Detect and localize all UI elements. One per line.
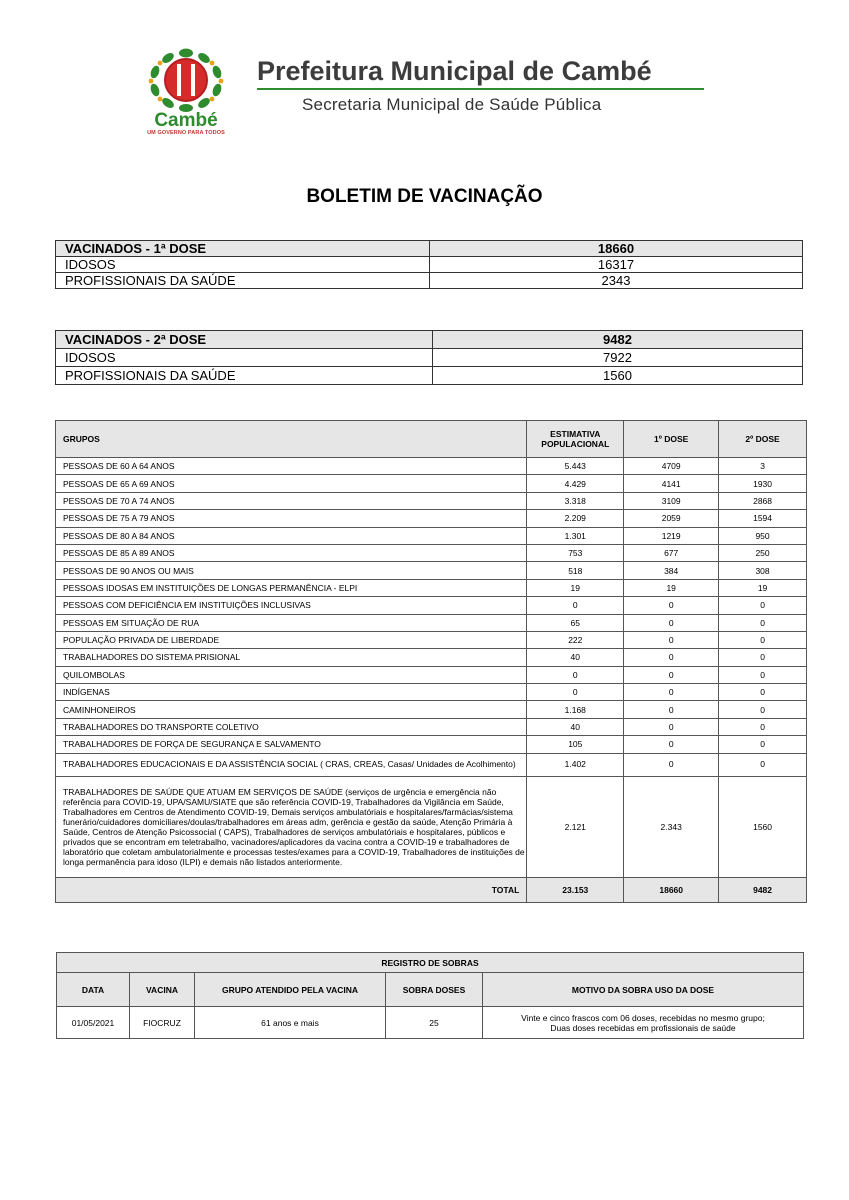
group-dose1: 677 xyxy=(624,544,719,561)
group-dose2: 0 xyxy=(719,736,807,753)
table-row xyxy=(56,614,807,631)
table-row xyxy=(56,241,803,257)
table-row xyxy=(56,631,807,648)
group-dose1: 0 xyxy=(624,597,719,614)
table-row xyxy=(56,597,807,614)
group-dose1: 0 xyxy=(624,666,719,683)
table-row xyxy=(56,527,807,544)
group-estimate: 105 xyxy=(527,736,624,753)
group-estimate: 19 xyxy=(527,579,624,596)
group-estimate: 0 xyxy=(527,684,624,701)
group-estimate: 0 xyxy=(527,666,624,683)
group-name: PESSOAS DE 85 A 89 ANOS xyxy=(56,544,527,561)
table-row xyxy=(56,649,807,666)
group-estimate: 5.443 xyxy=(527,458,624,475)
total-label: TOTAL xyxy=(56,877,527,902)
row-value: 7922 xyxy=(433,349,803,367)
table-row xyxy=(56,562,807,579)
table-row xyxy=(56,753,807,776)
page-title: BOLETIM DE VACINAÇÃO xyxy=(306,186,543,207)
leftovers-table xyxy=(56,952,804,1039)
leftover-reason xyxy=(483,1007,804,1039)
leftover-group: 61 anos e mais xyxy=(195,1007,386,1039)
group-name: PESSOAS DE 60 A 64 ANOS xyxy=(56,458,527,475)
group-name: CAMINHONEIROS xyxy=(56,701,527,718)
group-dose1: 0 xyxy=(624,718,719,735)
group-dose1: 0 xyxy=(624,649,719,666)
row-value: 16317 xyxy=(430,257,803,273)
group-estimate: 4.429 xyxy=(527,475,624,492)
group-dose1: 0 xyxy=(624,753,719,776)
group-dose2: 2868 xyxy=(719,492,807,509)
org-title: Prefeitura Municipal de Cambé xyxy=(257,56,652,86)
group-dose1: 3109 xyxy=(624,492,719,509)
row-label: PROFISSIONAIS DA SAÚDE xyxy=(56,367,433,385)
group-estimate: 40 xyxy=(527,649,624,666)
group-dose2: 0 xyxy=(719,649,807,666)
logo-wordmark: Cambé xyxy=(154,110,218,131)
header-group: GRUPO ATENDIDO PELA VACINA xyxy=(195,973,386,1007)
table-row xyxy=(56,257,803,273)
group-estimate: 222 xyxy=(527,631,624,648)
table-row xyxy=(56,701,807,718)
first-dose-summary-table xyxy=(55,240,803,289)
group-name: TRABALHADORES EDUCACIONAIS E DA ASSISTÊNCIA SOCIAL ( CRAS, CREAS, Casas/ Unidades de Acolhimento) xyxy=(56,753,527,776)
org-subtitle: Secretaria Municipal de Saúde Pública xyxy=(302,95,602,114)
group-dose2: 1594 xyxy=(719,510,807,527)
group-estimate: 2.121 xyxy=(527,776,624,877)
second-dose-summary-table xyxy=(55,330,803,385)
group-estimate: 753 xyxy=(527,544,624,561)
header-groups: GRUPOS xyxy=(56,421,527,458)
group-name: PESSOAS EM SITUAÇÃO DE RUA xyxy=(56,614,527,631)
table-row xyxy=(56,367,803,385)
group-dose2: 0 xyxy=(719,718,807,735)
leftover-vaccine: FIOCRUZ xyxy=(130,1007,195,1039)
group-dose2: 0 xyxy=(719,614,807,631)
group-estimate: 2.209 xyxy=(527,510,624,527)
table-row xyxy=(56,666,807,683)
group-name: PESSOAS COM DEFICIÊNCIA EM INSTITUIÇÕES INCLUSIVAS xyxy=(56,597,527,614)
table-row xyxy=(56,579,807,596)
group-estimate: 1.301 xyxy=(527,527,624,544)
table-row xyxy=(56,458,807,475)
group-dose2: 3 xyxy=(719,458,807,475)
row-value: 1560 xyxy=(433,367,803,385)
group-dose1: 2059 xyxy=(624,510,719,527)
leftovers-caption: REGISTRO DE SOBRAS xyxy=(57,953,804,973)
group-estimate: 518 xyxy=(527,562,624,579)
group-name: TRABALHADORES DO TRANSPORTE COLETIVO xyxy=(56,718,527,735)
group-dose2: 0 xyxy=(719,631,807,648)
table-row xyxy=(56,544,807,561)
group-dose2: 0 xyxy=(719,753,807,776)
groups-table xyxy=(55,420,807,903)
header-vaccine: VACINA xyxy=(130,973,195,1007)
header-dose2: 2º DOSE xyxy=(719,421,807,458)
group-dose1: 0 xyxy=(624,631,719,648)
group-name: PESSOAS DE 80 A 84 ANOS xyxy=(56,527,527,544)
header-estimate: ESTIMATIVA POPULACIONAL xyxy=(527,421,624,458)
city-logo xyxy=(138,48,234,140)
row-value: 2343 xyxy=(430,273,803,289)
group-name: PESSOAS DE 90 ANOS OU MAIS xyxy=(56,562,527,579)
group-dose2: 19 xyxy=(719,579,807,596)
leftover-reason-line: Duas doses recebidas em profissionais de saúde xyxy=(550,1022,736,1033)
group-estimate: 3.318 xyxy=(527,492,624,509)
group-name: QUILOMBOLAS xyxy=(56,666,527,683)
table-header-row xyxy=(57,973,804,1007)
first-dose-label: VACINADOS - 1ª DOSE xyxy=(56,241,430,257)
group-dose1: 384 xyxy=(624,562,719,579)
table-row xyxy=(56,510,807,527)
group-dose2: 1560 xyxy=(719,776,807,877)
group-dose2: 1930 xyxy=(719,475,807,492)
header-date: DATA xyxy=(57,973,130,1007)
row-label: PROFISSIONAIS DA SAÚDE xyxy=(56,273,430,289)
leftover-doses: 25 xyxy=(386,1007,483,1039)
table-row xyxy=(56,331,803,349)
table-row xyxy=(56,776,807,877)
leftover-date: 01/05/2021 xyxy=(57,1007,130,1039)
group-name: POPULAÇÃO PRIVADA DE LIBERDADE xyxy=(56,631,527,648)
group-estimate: 1.402 xyxy=(527,753,624,776)
group-name: INDÍGENAS xyxy=(56,684,527,701)
table-row xyxy=(56,736,807,753)
group-dose1: 0 xyxy=(624,684,719,701)
total-estimate: 23.153 xyxy=(527,877,624,902)
table-header-row xyxy=(56,421,807,458)
group-estimate: 0 xyxy=(527,597,624,614)
group-dose2: 308 xyxy=(719,562,807,579)
group-dose1: 2.343 xyxy=(624,776,719,877)
group-estimate: 65 xyxy=(527,614,624,631)
row-label: IDOSOS xyxy=(56,257,430,273)
table-row xyxy=(56,718,807,735)
header-doses: SOBRA DOSES xyxy=(386,973,483,1007)
second-dose-label: VACINADOS - 2ª DOSE xyxy=(56,331,433,349)
table-row xyxy=(56,273,803,289)
header-reason: MOTIVO DA SOBRA USO DA DOSE xyxy=(483,973,804,1007)
group-name: PESSOAS DE 75 A 79 ANOS xyxy=(56,510,527,527)
group-name: TRABALHADORES DE SAÚDE QUE ATUAM EM SERVIÇOS DE SAÚDE (serviços de urgência e emergência não referência para COVID-19, UPA/SAMU/SIATE que são referência COVID-19, Trabalhadores da Vigilância em Saúde, Trabalhadores em Centros de Atendimento COVID-19, Demais serviços ambulatóriais e hospitalares/farmácias/sistema funerário/cuidadores domiciliares/doulas/trabalhadores em áreas adm, gerência e gestão da saúde, Atenção Primária à Saúde, Centros de Atenção Psicossocial ( CAPS), Trabalhadores de serviços ambulatóriais e hospitalares, públicos e privados que se encontram em teletrabalho, vacinadores/aplicadores da vacina contra a COVID-19 e trabalhadores de laboratório que coletam ambulatorialmente e processas testes/exames para a COVID-19, Trabalhadores de instituições de longa permanência para idoso (ILPI) e demais não listados anteriormente. xyxy=(56,776,527,877)
group-dose1: 4141 xyxy=(624,475,719,492)
table-row xyxy=(56,492,807,509)
header-divider xyxy=(257,88,704,90)
group-dose2: 0 xyxy=(719,701,807,718)
group-name: PESSOAS IDOSAS EM INSTITUIÇÕES DE LONGAS PERMANÊNCIA - ELPI xyxy=(56,579,527,596)
group-name: TRABALHADORES DO SISTEMA PRISIONAL xyxy=(56,649,527,666)
table-row xyxy=(56,475,807,492)
group-name: TRABALHADORES DE FORÇA DE SEGURANÇA E SALVAMENTO xyxy=(56,736,527,753)
group-dose2: 0 xyxy=(719,597,807,614)
logo-tagline: UM GOVERNO PARA TODOS xyxy=(147,130,225,136)
table-row xyxy=(56,349,803,367)
total-row xyxy=(56,877,807,902)
group-name: PESSOAS DE 65 A 69 ANOS xyxy=(56,475,527,492)
group-dose1: 0 xyxy=(624,701,719,718)
group-dose2: 0 xyxy=(719,684,807,701)
row-label: IDOSOS xyxy=(56,349,433,367)
table-caption-row xyxy=(57,953,804,973)
logo-emblem-icon xyxy=(138,48,234,112)
table-row xyxy=(57,1007,804,1039)
leftover-reason-line: Vinte e cinco frascos com 06 doses, recebidas no mesmo grupo; xyxy=(521,1012,765,1023)
total-dose1: 18660 xyxy=(624,877,719,902)
group-dose1: 0 xyxy=(624,736,719,753)
group-dose2: 950 xyxy=(719,527,807,544)
group-name: PESSOAS DE 70 A 74 ANOS xyxy=(56,492,527,509)
second-dose-total: 9482 xyxy=(433,331,803,349)
total-dose2: 9482 xyxy=(719,877,807,902)
first-dose-total: 18660 xyxy=(430,241,803,257)
group-dose1: 4709 xyxy=(624,458,719,475)
group-dose1: 1219 xyxy=(624,527,719,544)
table-row xyxy=(56,684,807,701)
group-dose1: 0 xyxy=(624,614,719,631)
group-estimate: 40 xyxy=(527,718,624,735)
header-dose1: 1º DOSE xyxy=(624,421,719,458)
group-dose2: 0 xyxy=(719,666,807,683)
group-dose1: 19 xyxy=(624,579,719,596)
group-dose2: 250 xyxy=(719,544,807,561)
group-estimate: 1.168 xyxy=(527,701,624,718)
